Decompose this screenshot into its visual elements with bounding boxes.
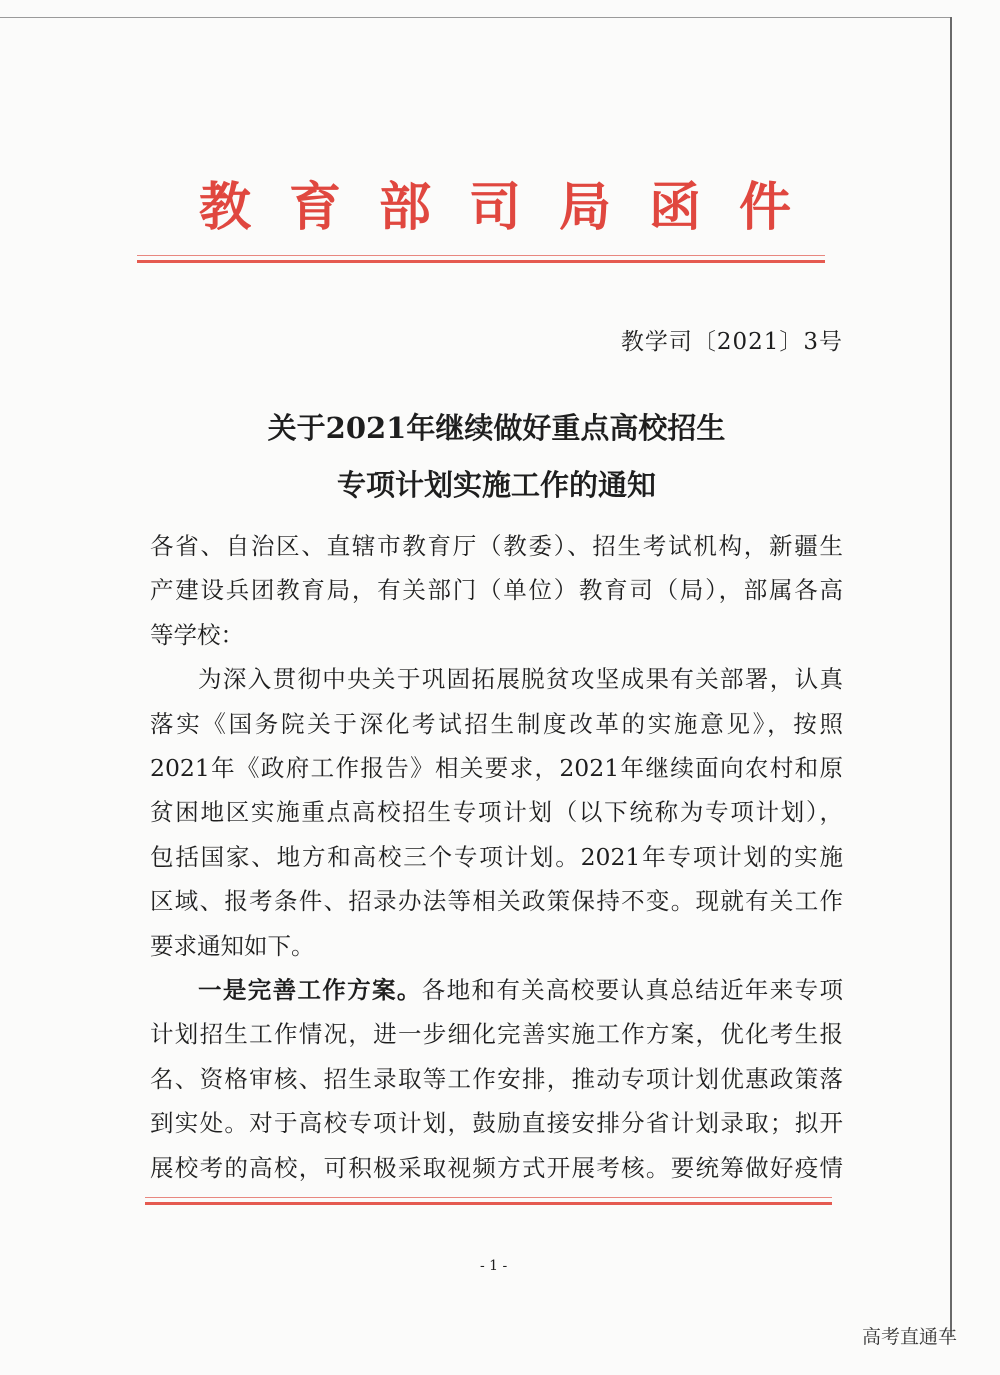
body-line-text: 名、资格审核、招生录取等工作安排，推动专项计划优惠政策落 bbox=[150, 1064, 843, 1093]
body-line-text: 2021年《政府工作报告》相关要求，2021年继续面向农村和原 bbox=[150, 754, 843, 782]
body-line bbox=[150, 793, 843, 827]
body-line bbox=[150, 882, 843, 916]
footer-rule bbox=[145, 1202, 832, 1205]
document-number: 教学司〔2021〕3号 bbox=[620, 329, 843, 355]
body-line bbox=[150, 1015, 843, 1049]
body-line-text: 落实《国务院关于深化考试招生制度改革的实施意见》，按照 bbox=[150, 709, 843, 738]
body-line-text: 贫困地区实施重点高校招生专项计划（以下统称为专项计划）， bbox=[150, 798, 843, 827]
body-line bbox=[150, 749, 843, 783]
page-number: - 1 - bbox=[480, 1258, 508, 1274]
body-line bbox=[150, 838, 843, 872]
body-line bbox=[150, 571, 843, 605]
body-line bbox=[150, 705, 843, 739]
section-heading: 一是完善工作方案。 bbox=[198, 976, 422, 1004]
body-line bbox=[150, 927, 843, 961]
body-line-text: 为深入贯彻中央关于巩固拓展脱贫攻坚成果有关部署，认真 bbox=[198, 665, 843, 694]
watermark: 高考直通车 bbox=[862, 1326, 958, 1348]
body-line-text: 要求通知如下。 bbox=[150, 931, 315, 960]
page-border-top bbox=[0, 17, 952, 18]
body-line-text: 各省、自治区、直辖市教育厅（教委）、招生考试机构，新疆生 bbox=[150, 532, 843, 560]
body-line-text: 展校考的高校，可积极采取视频方式开展考核。要统筹做好疫情 bbox=[150, 1153, 843, 1182]
body-line bbox=[198, 971, 843, 1005]
document-title-line-1: 关于2021年继续做好重点高校招生 bbox=[267, 411, 726, 445]
footer-rule-thin bbox=[145, 1197, 832, 1198]
body-line bbox=[198, 660, 843, 694]
body-line-text: 包括国家、地方和高校三个专项计划。2021年专项计划的实施 bbox=[150, 842, 843, 871]
body-line bbox=[150, 527, 843, 561]
document-title-line-2: 专项计划实施工作的通知 bbox=[336, 468, 656, 502]
body-line bbox=[150, 1060, 843, 1094]
body-line-text: 区域、报考条件、招录办法等相关政策保持不变。现就有关工作 bbox=[150, 887, 843, 916]
letterhead-title: 教育部司局函件 bbox=[198, 177, 829, 238]
body-line-text: 计划招生工作情况，进一步细化完善实施工作方案，优化考生报 bbox=[150, 1020, 843, 1049]
body-line-text: 产建设兵团教育局，有关部门（单位）教育司（局），部属各高 bbox=[150, 576, 843, 605]
page-border-right bbox=[950, 17, 952, 1337]
body-line-text: 等学校： bbox=[150, 620, 244, 649]
body-line bbox=[150, 1149, 843, 1183]
letterhead-rule-thin bbox=[137, 255, 825, 256]
body-line bbox=[150, 1104, 843, 1138]
body-line-text: 各地和有关高校要认真总结近年来专项 bbox=[421, 976, 844, 1004]
body-line-text: 到实处。对于高校专项计划，鼓励直接安排分省计划录取；拟开 bbox=[150, 1109, 843, 1138]
body-line bbox=[150, 616, 843, 650]
letterhead-rule bbox=[137, 260, 825, 263]
